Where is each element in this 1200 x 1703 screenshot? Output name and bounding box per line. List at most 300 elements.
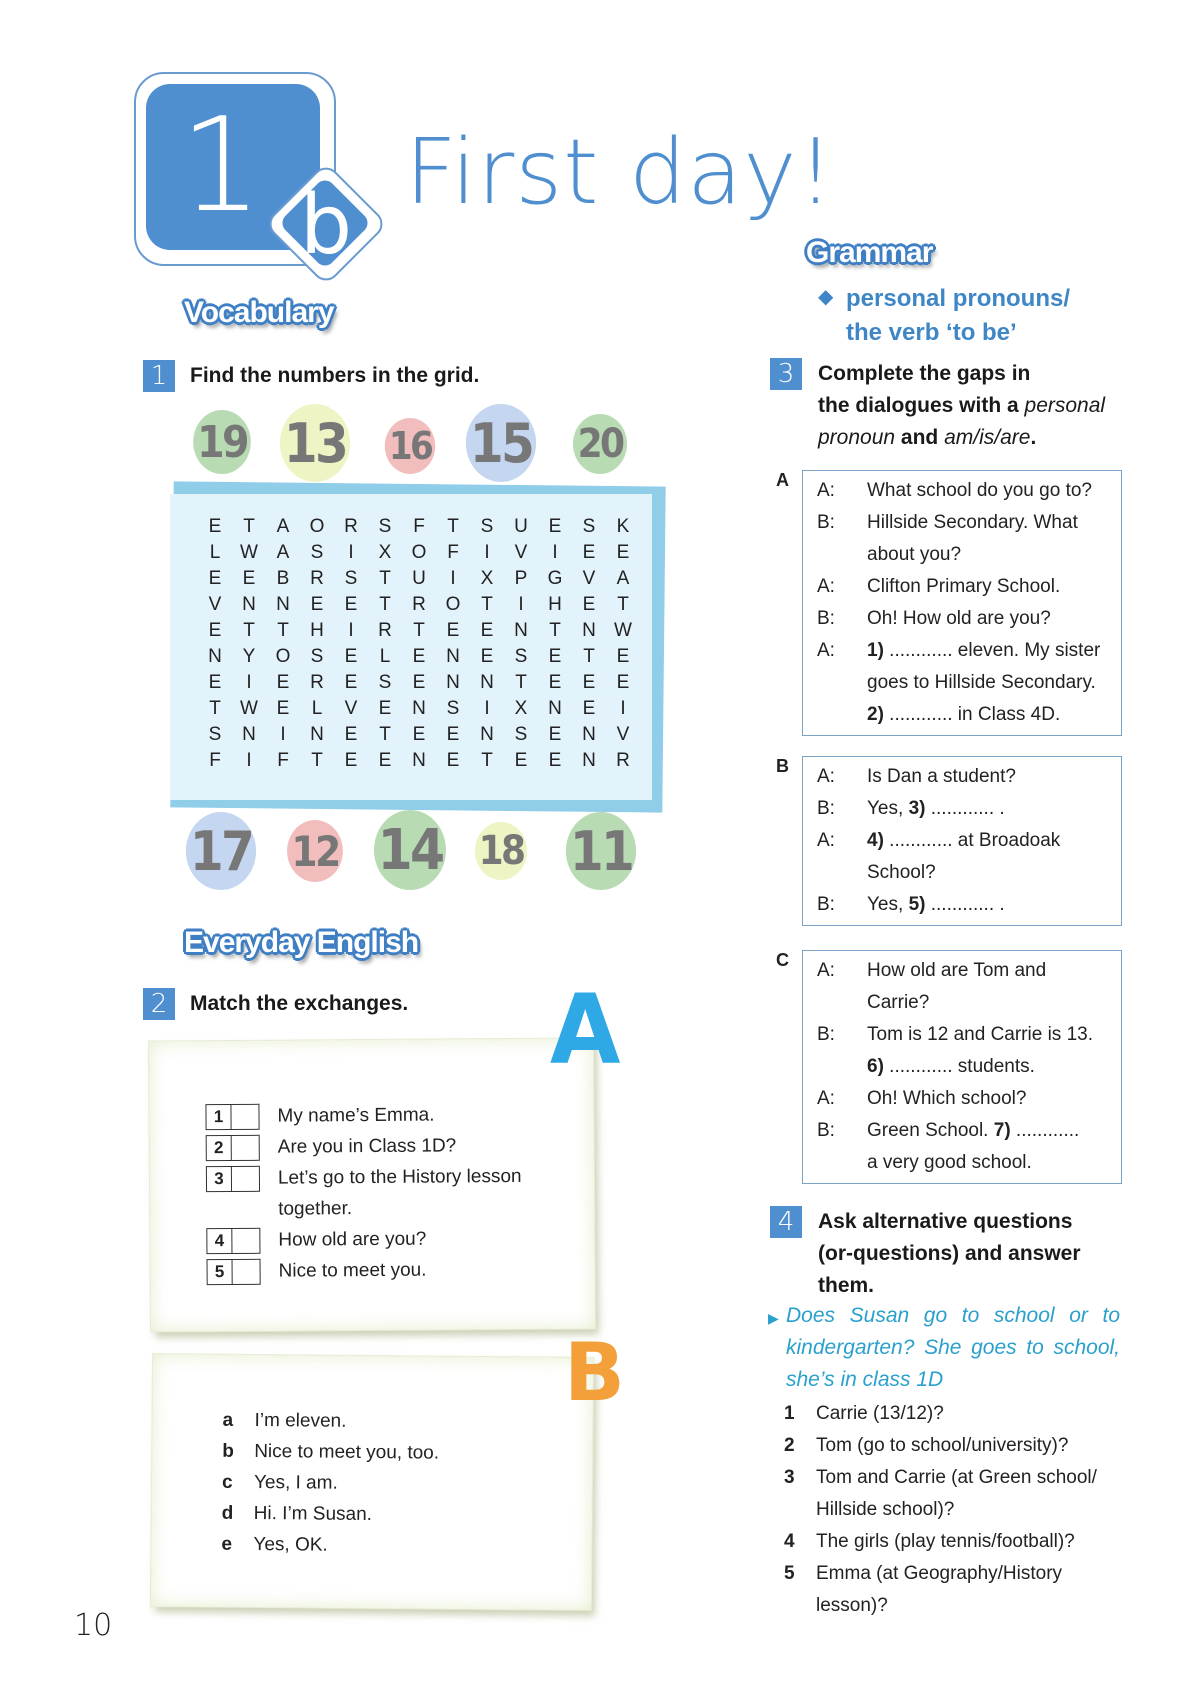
dialogue-text — [867, 699, 1121, 731]
match-item-text: Let’s go to the History lesson — [277, 1165, 522, 1189]
answer-box-wrap — [206, 1163, 278, 1193]
grid-cell[interactable]: H — [310, 620, 324, 641]
grid-cell[interactable]: V — [514, 542, 528, 563]
grid-cell[interactable]: T — [379, 724, 391, 745]
answer-input[interactable] — [232, 1167, 256, 1191]
grid-cell[interactable]: W — [240, 542, 258, 563]
answer-box-wrap — [206, 1225, 278, 1255]
speaker: B: — [817, 1024, 835, 1045]
dialogue-text — [867, 1051, 1121, 1083]
line-text: Tom is 12 and Carrie is 13. — [867, 1024, 1093, 1045]
answer-input[interactable] — [232, 1136, 256, 1160]
match-item-text: Hi. I’m Susan. — [253, 1502, 373, 1526]
grid-cell[interactable]: N — [582, 620, 596, 641]
grid-cell[interactable]: T — [481, 750, 493, 771]
grid-cell[interactable]: S — [582, 516, 596, 537]
number-circle — [280, 404, 350, 482]
grid-cell[interactable]: O — [275, 646, 291, 667]
grid-cell[interactable]: E — [344, 594, 358, 615]
question-number — [784, 1590, 816, 1622]
grid-cell[interactable]: S — [378, 672, 392, 693]
exercise-number-4: 4 — [770, 1206, 802, 1238]
grid-cell[interactable]: F — [447, 542, 459, 563]
grid-cell[interactable]: E — [344, 750, 358, 771]
grid-cell[interactable]: E — [378, 698, 392, 719]
dialogue-line — [803, 987, 1121, 1019]
answer-box-wrap — [206, 1194, 278, 1195]
grid-cell[interactable]: E — [514, 750, 528, 771]
grid-cell[interactable]: I — [280, 724, 286, 745]
speaker: A: — [817, 640, 835, 661]
exercise-2-instruction: Match the exchanges. — [190, 992, 409, 1015]
number-circle — [287, 820, 343, 882]
grid-cell[interactable]: I — [348, 542, 354, 563]
grid-cell[interactable]: E — [208, 568, 222, 589]
grid-cell[interactable]: E — [412, 724, 426, 745]
speaker: A: — [817, 766, 835, 787]
grid-cell[interactable]: P — [514, 568, 528, 589]
arrow-right-icon: ▶ — [768, 1310, 779, 1326]
grid-cell[interactable]: T — [617, 594, 629, 615]
grid-cell[interactable]: R — [616, 750, 630, 771]
item-letter: d — [221, 1502, 234, 1524]
question-item — [784, 1430, 1124, 1462]
number-circle-value: 14 — [377, 817, 443, 883]
match-card-a — [149, 1038, 595, 1331]
grid-cell[interactable]: E — [310, 594, 324, 615]
gap-number: 6) — [867, 1056, 884, 1077]
grid-cell[interactable]: I — [484, 542, 490, 563]
grid-cell[interactable]: S — [480, 516, 494, 537]
question-item — [784, 1558, 1124, 1590]
grid-cell[interactable]: E — [208, 672, 222, 693]
grid-cell[interactable]: N — [412, 698, 426, 719]
grid-cell[interactable]: K — [616, 516, 630, 537]
speaker: B: — [817, 1120, 835, 1141]
grid-cell[interactable]: E — [548, 672, 562, 693]
dialogue-label: B — [776, 756, 789, 776]
grid-row — [198, 670, 640, 696]
dialogue-line — [803, 1147, 1121, 1179]
number-circle — [466, 404, 536, 482]
number-circle — [193, 410, 251, 474]
question-text: Tom (go to school/university)? — [816, 1435, 1069, 1456]
line-text: Is Dan a student? — [867, 766, 1016, 787]
number-circle — [475, 822, 527, 880]
exercise-3-text: . — [1030, 426, 1037, 449]
grid-cell[interactable]: T — [583, 646, 595, 667]
grid-cell[interactable]: I — [246, 672, 252, 693]
dialogue-line — [803, 539, 1121, 571]
grid-cell[interactable]: N — [582, 750, 596, 771]
grid-cell[interactable]: E — [480, 620, 494, 641]
match-item-b — [222, 1498, 439, 1531]
match-item-b — [221, 1529, 438, 1562]
question-text: lesson)? — [816, 1595, 888, 1616]
grid-cell[interactable]: W — [614, 620, 632, 641]
answer-box[interactable] — [206, 1166, 260, 1192]
grid-cell[interactable]: X — [514, 698, 528, 719]
item-number: 2 — [207, 1136, 232, 1160]
grid-cell[interactable]: E — [616, 672, 630, 693]
grid-cell[interactable]: T — [379, 594, 391, 615]
grid-cell[interactable]: S — [446, 698, 460, 719]
grid-cell[interactable]: E — [582, 542, 596, 563]
exercise-1-instruction: Find the numbers in the grid. — [190, 364, 480, 387]
exercise-4-line: them. — [818, 1274, 875, 1297]
grid-cell[interactable]: E — [548, 724, 562, 745]
grid-cell[interactable]: E — [548, 750, 562, 771]
grid-cell[interactable]: R — [344, 516, 358, 537]
dialogue-line — [803, 635, 1121, 667]
dialogue-text — [867, 987, 1121, 1019]
number-circle-value: 18 — [478, 828, 524, 874]
grid-cell[interactable]: U — [514, 516, 528, 537]
number-circle-value: 19 — [197, 416, 247, 468]
grid-cell[interactable]: S — [344, 568, 358, 589]
grid-cell[interactable]: R — [310, 672, 324, 693]
question-number: 5 — [784, 1563, 795, 1584]
grid-cell[interactable]: E — [446, 620, 460, 641]
grid-cell[interactable]: L — [311, 698, 323, 719]
dialogue-text — [867, 761, 1121, 793]
line-text: Green School. — [867, 1120, 994, 1141]
grid-cell[interactable]: G — [547, 568, 563, 589]
speaker — [803, 667, 867, 699]
dialogue-text — [867, 635, 1121, 667]
match-item-a — [206, 1130, 522, 1163]
grid-cell[interactable]: E — [446, 750, 460, 771]
section-label-grammar: Grammar — [806, 236, 933, 269]
dialogue-box — [802, 950, 1122, 1184]
unit-number: 1 — [179, 89, 263, 241]
dialogue-text — [867, 667, 1121, 699]
grid-cell[interactable]: S — [378, 516, 392, 537]
dialogue-line — [803, 793, 1121, 825]
question-item — [784, 1462, 1124, 1494]
line-text: Oh! How old are you? — [867, 608, 1051, 629]
grid-cell[interactable]: I — [246, 750, 252, 771]
grid-cell[interactable]: A — [276, 516, 290, 537]
grid-cell[interactable]: E — [276, 672, 290, 693]
grid-row — [198, 722, 640, 748]
grid-cell[interactable]: E — [208, 516, 222, 537]
section-label-everyday-english: Everyday English — [184, 926, 419, 959]
grid-cell[interactable]: E — [548, 516, 562, 537]
line-text: ............ eleven. My sister — [883, 640, 1101, 661]
dialogue-text — [867, 1147, 1121, 1179]
match-item-b — [222, 1405, 439, 1438]
grid-cell[interactable]: N — [582, 724, 596, 745]
exercise-3-italic: am/is/are — [944, 426, 1031, 449]
dialogue-label: C — [776, 950, 789, 970]
grid-cell[interactable]: R — [310, 568, 324, 589]
grid-cell[interactable]: W — [240, 698, 258, 719]
grid-cell[interactable]: T — [447, 516, 459, 537]
grid-cell[interactable]: A — [276, 542, 290, 563]
grid-cell[interactable]: A — [616, 568, 630, 589]
grid-cell[interactable]: T — [515, 672, 527, 693]
item-letter: c — [221, 1471, 233, 1493]
dialogue-text — [867, 889, 1121, 921]
grid-cell[interactable]: S — [208, 724, 222, 745]
grid-cell[interactable]: E — [344, 646, 358, 667]
grid-cell[interactable]: N — [412, 750, 426, 771]
number-circle-value: 20 — [577, 421, 623, 467]
line-text: School? — [867, 862, 936, 883]
gap-number: 7) — [993, 1120, 1011, 1141]
grammar-topic-line-2: the verb ‘to be’ — [846, 319, 1017, 346]
grid-cell[interactable]: I — [484, 698, 490, 719]
grid-cell[interactable]: E — [276, 698, 290, 719]
grid-cell[interactable]: E — [344, 672, 358, 693]
grid-cell[interactable]: N — [242, 724, 256, 745]
card-a-label: A — [549, 974, 621, 1086]
number-circle — [186, 812, 256, 890]
grid-row — [198, 618, 640, 644]
match-item-text: Nice to meet you, too. — [254, 1440, 440, 1464]
dialogue-line — [803, 1051, 1121, 1083]
line-text: Carrie? — [867, 992, 930, 1013]
exercise-3-text: the dialogues with a — [818, 394, 1025, 417]
grid-cell[interactable]: Y — [242, 646, 256, 667]
page-title: First day! — [405, 120, 835, 225]
answer-box-wrap — [205, 1101, 277, 1131]
grid-cell[interactable]: S — [310, 542, 324, 563]
grid-cell[interactable]: I — [348, 620, 354, 641]
dialogue-line — [803, 1083, 1121, 1115]
match-item-text: Yes, OK. — [253, 1533, 328, 1556]
speaker — [803, 1147, 867, 1179]
grid-cell[interactable]: E — [412, 672, 426, 693]
match-item-text: together. — [278, 1198, 353, 1220]
grid-cell[interactable]: E — [378, 750, 392, 771]
item-number: 3 — [207, 1167, 232, 1191]
item-letter: e — [221, 1533, 233, 1555]
match-item-text: I’m eleven. — [254, 1409, 347, 1432]
grid-cell[interactable]: E — [446, 724, 460, 745]
grid-cell[interactable]: E — [582, 594, 596, 615]
match-item-b — [222, 1467, 439, 1500]
question-number: 3 — [784, 1467, 795, 1488]
grid-cell[interactable]: T — [209, 698, 221, 719]
grid-cell[interactable]: L — [379, 646, 391, 667]
item-number: 1 — [206, 1105, 231, 1129]
dialogue-line — [803, 507, 1121, 539]
exercise-3-line-3 — [818, 422, 1105, 454]
line-text: Oh! Which school? — [867, 1088, 1027, 1109]
grid-cell[interactable]: T — [481, 594, 493, 615]
dialogue-line — [803, 475, 1121, 507]
number-circle — [566, 812, 636, 890]
answer-box[interactable] — [207, 1259, 261, 1285]
question-text: The girls (play tennis/football)? — [816, 1531, 1075, 1552]
grid-cell[interactable]: I — [552, 542, 558, 563]
speaker: A: — [817, 1088, 835, 1109]
answer-box[interactable] — [206, 1228, 260, 1254]
grid-cell[interactable]: V — [208, 594, 222, 615]
grid-row — [198, 566, 640, 592]
number-circle — [573, 414, 627, 474]
grid-cell[interactable]: T — [243, 620, 255, 641]
number-circle — [385, 418, 435, 474]
question-number — [784, 1494, 816, 1526]
grid-cell[interactable]: F — [209, 750, 221, 771]
dialogue-line — [803, 955, 1121, 987]
exercise-3-instruction — [818, 358, 1105, 454]
gap-number: 2) — [867, 704, 884, 725]
grid-cell[interactable]: T — [379, 568, 391, 589]
grid-cell[interactable]: L — [209, 542, 221, 563]
grid-cell[interactable]: X — [378, 542, 392, 563]
dialogue-line — [803, 699, 1121, 731]
grid-cell[interactable]: N — [446, 672, 460, 693]
dialogue-box — [802, 470, 1122, 736]
grid-cell[interactable]: N — [208, 646, 222, 667]
dialogue-text — [867, 603, 1121, 635]
grid-row — [198, 592, 640, 618]
grid-cell[interactable]: E — [616, 542, 630, 563]
grid-cell[interactable]: E — [208, 620, 222, 641]
answer-input[interactable] — [233, 1260, 257, 1284]
grid-cell[interactable]: S — [514, 724, 528, 745]
grid-cell[interactable]: T — [413, 620, 425, 641]
grid-cell[interactable]: N — [310, 724, 324, 745]
grid-cell[interactable]: I — [450, 568, 456, 589]
speaker: B: — [817, 798, 835, 819]
dialogue-text — [867, 539, 1121, 571]
grid-cell[interactable]: O — [411, 542, 427, 563]
match-item-b — [222, 1436, 439, 1469]
grid-cell[interactable]: S — [514, 646, 528, 667]
grid-cell[interactable]: S — [310, 646, 324, 667]
answer-box[interactable] — [206, 1135, 260, 1161]
speaker — [803, 987, 867, 1019]
exercise-4-instruction — [818, 1206, 1081, 1302]
dialogue-text — [867, 1083, 1121, 1115]
line-text: ............ at Broadoak — [883, 830, 1061, 851]
dialogue-line — [803, 603, 1121, 635]
grid-cell[interactable]: N — [548, 698, 562, 719]
grid-cell[interactable]: E — [480, 646, 494, 667]
section-label-vocabulary: Vocabulary — [184, 296, 334, 329]
grid-cell[interactable]: E — [412, 646, 426, 667]
grid-cell[interactable]: T — [549, 620, 561, 641]
line-text: Yes, — [867, 894, 909, 915]
exercise-4-questions — [784, 1398, 1124, 1622]
line-text: How old are Tom and — [867, 960, 1047, 981]
grid-cell[interactable]: I — [518, 594, 524, 615]
dialogue-line — [803, 889, 1121, 921]
grid-cell[interactable]: E — [616, 646, 630, 667]
grid-cell[interactable]: F — [413, 516, 425, 537]
grid-cell[interactable]: F — [277, 750, 289, 771]
grid-cell[interactable]: O — [445, 594, 461, 615]
line-text: about you? — [867, 544, 962, 565]
grid-cell[interactable]: R — [378, 620, 392, 641]
dialogue-text — [867, 793, 1121, 825]
exercise-number-2: 2 — [143, 988, 175, 1020]
exercise-4-example: Does Susan go to school or to kindergarten? She goes to school, she’s in class 1D — [786, 1304, 1120, 1391]
grid-cell[interactable]: H — [548, 594, 562, 615]
card-b-label: B — [564, 1326, 625, 1419]
dialogue-text — [867, 825, 1121, 857]
answer-input[interactable] — [231, 1105, 255, 1129]
grid-cell[interactable]: N — [446, 646, 460, 667]
grid-cell[interactable]: N — [276, 594, 290, 615]
speaker: A: — [817, 830, 835, 851]
grid-cell[interactable]: T — [243, 516, 255, 537]
grid-cell[interactable]: V — [616, 724, 630, 745]
line-text: ............ . — [925, 798, 1005, 819]
answer-input[interactable] — [232, 1229, 256, 1253]
grid-cell[interactable]: V — [582, 568, 596, 589]
grid-cell[interactable]: T — [311, 750, 323, 771]
item-number: 5 — [208, 1260, 233, 1284]
number-circle-value: 11 — [569, 819, 633, 883]
line-text: ............ in Class 4D. — [883, 704, 1061, 725]
line-text: What school do you go to? — [867, 480, 1092, 501]
dialogue-line — [803, 1115, 1121, 1147]
question-number: 2 — [784, 1435, 795, 1456]
item-letter: a — [222, 1409, 234, 1431]
number-circle-value: 12 — [291, 826, 339, 876]
grid-cell[interactable]: E — [344, 724, 358, 745]
grid-cell[interactable]: I — [620, 698, 626, 719]
grid-cell[interactable]: N — [480, 724, 494, 745]
grid-cell[interactable]: N — [480, 672, 494, 693]
line-text: goes to Hillside Secondary. — [867, 672, 1096, 693]
grid-cell[interactable]: T — [277, 620, 289, 641]
dialogue-label: A — [776, 470, 789, 490]
grid-cell[interactable]: E — [582, 698, 596, 719]
grid-cell[interactable]: N — [242, 594, 256, 615]
number-circle-value: 17 — [189, 819, 253, 883]
question-text: Tom and Carrie (at Green school/ — [816, 1467, 1097, 1488]
grid-cell[interactable]: O — [309, 516, 325, 537]
item-letter: b — [222, 1440, 234, 1462]
dialogue-line — [803, 571, 1121, 603]
unit-letter: b — [299, 178, 353, 273]
grid-cell[interactable]: E — [582, 672, 596, 693]
dialogue-line — [803, 857, 1121, 889]
dialogue-text — [867, 1115, 1121, 1147]
grid-cell[interactable]: U — [412, 568, 426, 589]
line-text: ............ — [1010, 1120, 1080, 1141]
dialogue-text — [867, 1019, 1121, 1051]
answer-box[interactable] — [205, 1104, 259, 1130]
grid-cell[interactable]: E — [548, 646, 562, 667]
exercise-3-line-1: Complete the gaps in — [818, 362, 1031, 385]
question-number: 4 — [784, 1531, 795, 1552]
speaker: B: — [817, 894, 835, 915]
grid-cell[interactable]: B — [276, 568, 290, 589]
dialogue-text — [867, 955, 1121, 987]
answer-box-wrap — [206, 1256, 278, 1286]
speaker: A: — [817, 576, 835, 597]
gap-number: 3) — [908, 798, 926, 819]
grid-cell[interactable]: X — [480, 568, 494, 589]
grid-cell[interactable]: N — [514, 620, 528, 641]
grid-cell[interactable]: R — [412, 594, 426, 615]
line-text: Yes, — [867, 798, 909, 819]
speaker — [803, 539, 867, 571]
word-search-grid — [170, 494, 652, 800]
grid-cell[interactable]: V — [344, 698, 358, 719]
grid-cell[interactable]: E — [242, 568, 256, 589]
dialogue-text — [867, 857, 1121, 889]
speaker — [803, 1051, 867, 1083]
